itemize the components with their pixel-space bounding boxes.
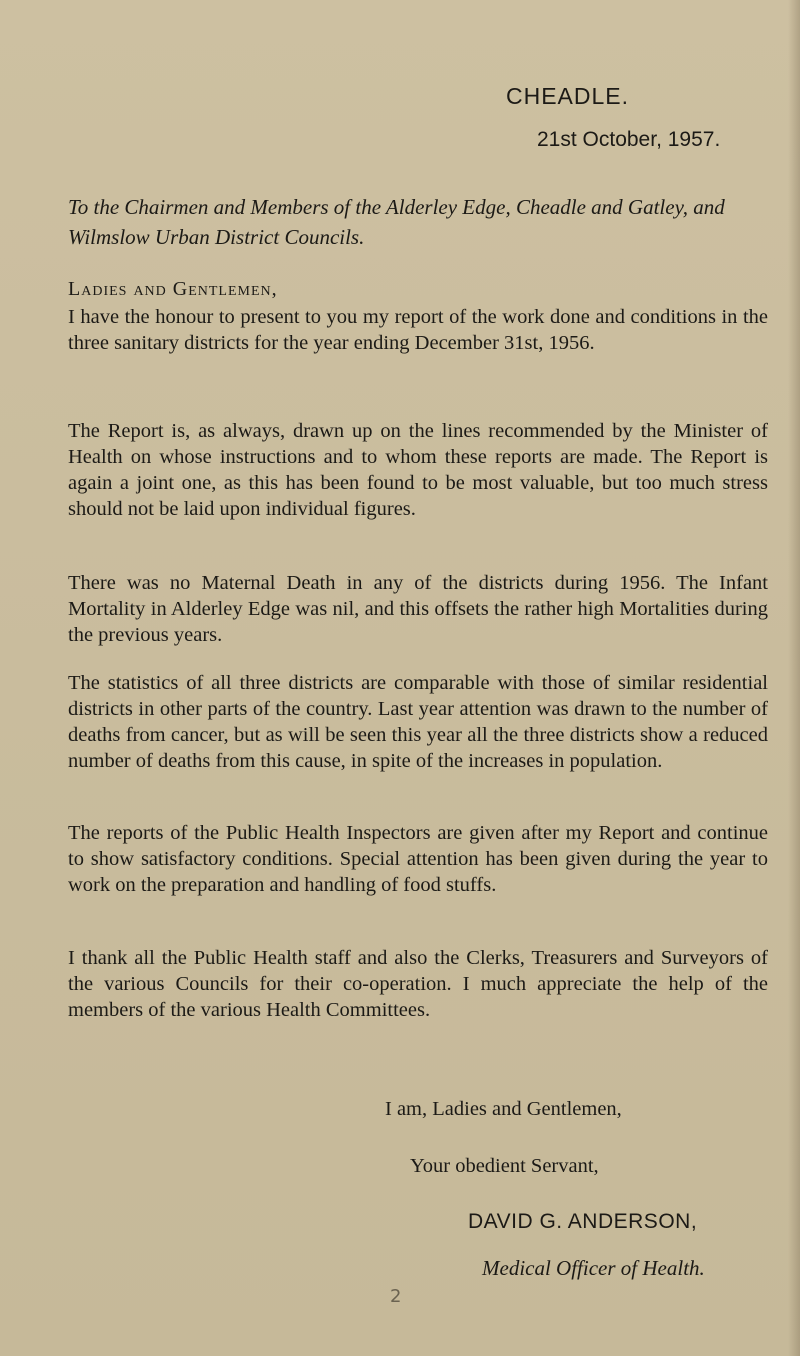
paragraph-statistics: The statistics of all three districts are comparable with those of similar residential districts in other parts of the country. Last year attention was drawn to the number of deaths from cancer, but as will be seen this year all the three districts show a reduced number of deaths from this cause, in spite of the increases in population. xyxy=(68,672,768,772)
letter-date: 21st October, 1957. xyxy=(537,128,721,151)
paragraph-thanks: I thank all the Public Health staff and also the Clerks, Treasurers and Surveyors of the various Councils for their co-operation. I much appreciate the help of the members of the various Health Committees. xyxy=(68,947,768,1021)
closing-servant: Your obedient Servant, xyxy=(410,1155,599,1177)
paragraph-report-method: The Report is, as always, drawn up on the lines recommended by the Minister of Health on whose instructions and to whom these reports are made. The Report is again a joint one, as this has been found to be most valuable, but too much stress should not be laid upon individual figures. xyxy=(68,420,768,520)
signer-title: Medical Officer of Health. xyxy=(482,1256,705,1280)
paragraph-maternal-death: There was no Maternal Death in any of the districts during 1956. The Infant Mortality in Alderley Edge was nil, and this offsets the rather high Mortalities during the previous years. xyxy=(68,572,768,646)
closing-line: I am, Ladies and Gentlemen, xyxy=(385,1098,622,1120)
letter-place: CHEADLE. xyxy=(506,83,630,109)
page-edge-shadow xyxy=(788,0,800,1356)
paragraph-inspectors: The reports of the Public Health Inspectors are given after my Report and continue to show satisfactory conditions. Special attention has been given during the year to work on the preparation and handling of food stuffs. xyxy=(68,822,768,896)
paragraph-report-intro: I have the honour to present to you my report of the work done and conditions in the three sanitary districts for the year ending December 31st, 1956. xyxy=(68,306,768,354)
letter-address: To the Chairmen and Members of the Alderley Edge, Cheadle and Gatley, and Wilmslow Urban District Councils. xyxy=(68,195,725,249)
signer-name: DAVID G. ANDERSON, xyxy=(468,1210,698,1233)
page-number: 2 xyxy=(390,1286,402,1307)
letter-salutation: Ladies and Gentlemen, xyxy=(68,278,278,300)
